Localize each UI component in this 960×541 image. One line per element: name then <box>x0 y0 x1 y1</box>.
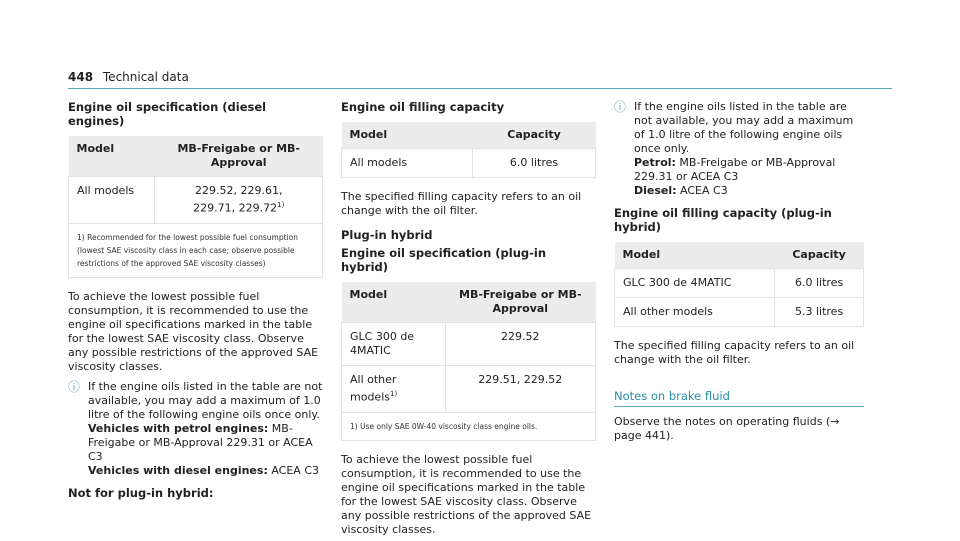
brake-fluid-link[interactable]: Notes on brake fluid <box>614 389 864 407</box>
info-note <box>68 380 323 478</box>
hybrid-capacity-table <box>614 242 864 327</box>
table-header: Model <box>615 242 775 269</box>
paragraph: To achieve the lowest possible fuel consumption, it is recommended to use the engine oil specifications marked in the table for the lowest SAE viscosity class. Observe any possible restrictions of the approved SAE viscosity classes. <box>68 289 319 373</box>
table-cell: 6.0 litres <box>775 269 864 298</box>
section-heading: Engine oil filling capacity (plug-in hybrid) <box>614 206 832 234</box>
subheading: Engine oil specification (plug-in hybrid) <box>341 246 547 274</box>
page-header <box>68 70 189 84</box>
note-value: ACEA C3 <box>267 463 320 477</box>
column-1 <box>68 100 323 508</box>
cell-line: 229.71, 229.72 <box>193 201 278 215</box>
subheading: Plug-in hybrid <box>341 228 433 242</box>
note-value: MB-Freigabe or MB-Approval 229.31 or ACEA C3 <box>634 156 836 183</box>
table-header: MB-Freigabe or MB-Approval <box>155 136 323 177</box>
cell-text: All other models <box>350 373 397 404</box>
table-cell: GLC 300 de 4MATIC <box>342 323 446 366</box>
footnote-marker: 1) <box>389 390 398 398</box>
column-2 <box>341 100 596 541</box>
paragraph: Observe the notes on operating fluids (→ page 441). <box>614 415 840 442</box>
section-heading: Engine oil filling capacity <box>341 100 505 114</box>
section-title: Technical data <box>102 70 189 84</box>
note-label: Diesel: <box>634 184 677 197</box>
table-cell: 229.51, 229.52 <box>445 366 595 413</box>
table-header: Capacity <box>775 242 864 269</box>
subheading: Not for plug-in hybrid: <box>68 485 214 500</box>
table-cell: All other models <box>615 298 775 327</box>
note-value: ACEA C3 <box>676 184 728 197</box>
diesel-spec-table <box>68 136 323 278</box>
table-cell: 229.52 <box>445 323 595 366</box>
table-header: Model <box>342 122 473 149</box>
table-cell: 5.3 litres <box>775 298 864 327</box>
footnote-marker: 1) <box>277 201 285 209</box>
note-line <box>634 156 864 184</box>
table-header: Model <box>342 282 446 323</box>
paragraph: The specified filling capacity refers to an oil change with the oil filter. <box>341 190 582 217</box>
section-heading: Engine oil specification (diesel engines) <box>68 100 267 128</box>
column-3 <box>614 100 864 447</box>
header-divider <box>68 88 892 89</box>
note-text: If the engine oils listed in the table are not available, you may add a maximum of 1.0 litre of the following engine oils once only. <box>88 379 323 421</box>
note-line <box>88 422 323 464</box>
table-header: MB-Freigabe or MB-Approval <box>445 282 595 323</box>
paragraph: The specified filling capacity refers to an oil change with the oil filter. <box>614 339 855 366</box>
note-line <box>88 464 323 478</box>
note-label: Vehicles with diesel engines: <box>88 463 268 477</box>
info-icon: ⓘ <box>68 379 81 394</box>
table-cell <box>342 366 446 413</box>
table-cell: All models <box>342 149 473 178</box>
note-label: Petrol: <box>634 156 676 169</box>
table-cell: GLC 300 de 4MATIC <box>615 269 775 298</box>
note-value: MB-Freigabe or MB-Approval 229.31 or ACEA C3 <box>88 421 313 463</box>
hybrid-spec-table <box>341 282 596 441</box>
table-cell <box>155 177 323 224</box>
table-cell: All models <box>69 177 155 224</box>
info-note <box>614 100 864 198</box>
table-header: Capacity <box>473 122 596 149</box>
page-number: 448 <box>68 70 94 84</box>
table-footnote: 1) Recommended for the lowest possible fuel consumption (lowest SAE viscosity class in each case; observe possible restrictions of the approved SAE viscosity classes) <box>69 223 323 277</box>
cell-line: 229.52, 229.61, <box>194 184 283 197</box>
capacity-table <box>341 122 596 178</box>
note-label: Vehicles with petrol engines: <box>88 421 269 435</box>
table-footnote: 1) Use only SAE 0W-40 viscosity class engine oils. <box>342 412 596 440</box>
info-icon: ⓘ <box>614 100 627 114</box>
table-header: Model <box>69 136 155 177</box>
paragraph: To achieve the lowest possible fuel consumption, it is recommended to use the engine oil specifications marked in the table for the lowest SAE viscosity class. Observe any possible restrictions of the approved SAE viscosity classes. <box>341 452 592 536</box>
note-text: If the engine oils listed in the table are not available, you may add a maximum of 1.0 litre of the following engine oils once only. <box>634 100 854 155</box>
note-line <box>634 184 864 198</box>
table-cell: 6.0 litres <box>473 149 596 178</box>
